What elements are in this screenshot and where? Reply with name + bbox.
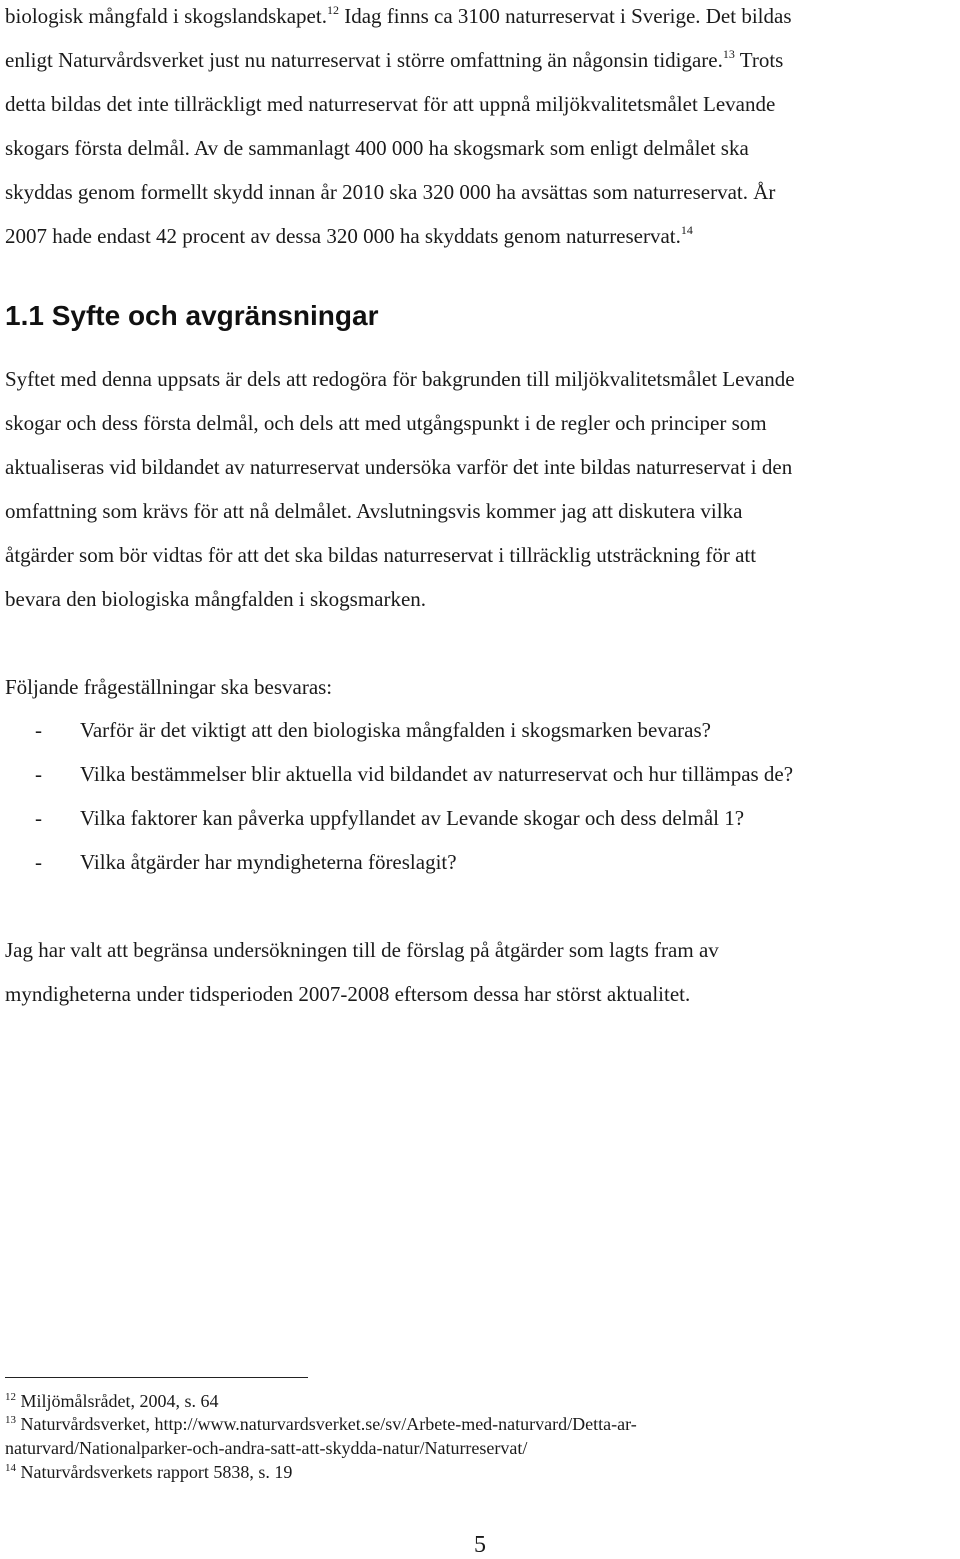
page-number: 5 [474,1532,486,1558]
text-line: detta bildas det inte tillräckligt med naturreservat för att uppnå miljökvalitetsmålet Levande [5,92,776,116]
list-bullet: - [35,762,42,786]
footnote-13: $^{13}$ Naturvårdsverket, http://www.naturvardsverket.se/sv/Arbete-med-naturvard/Detta-ar- [5,1414,637,1434]
text-line: bevara den biologiska mångfalden i skogsmarken. [5,587,427,611]
document-page: biologisk mångfald i skogslandskapet.$^{12}$ Idag finns ca 3100 naturreservat i Sverige. Det bildas enligt Naturvårdsverket just nu naturreservat i större omfattning än någonsin tidigare.$^{13}$ Trots detta bildas det inte tillräckligt med naturreservat för att uppnå miljökvalitetsmålet Levande skogars första delmål. Av de sammanlagt 400 000 ha skogsmark som enligt delmålet ska skyddas genom formellt skydd innan år 2010 ska 320 000 ha avsättas som naturreservat. År 2007 hade endast 42 procent av dessa 320 000 ha skyddats genom naturreservat.$^{14}$ 1.1 Syfte och avgränsningar Syftet med denna uppsats är dels att redogöra för bakgrunden till miljökvalitetsmålet Levande skogar och dess första delmål, och dels att med utgångspunkt i de regler och principer som aktualiseras vid bildandet av naturreservat undersöka varför det inte bildas naturreservat i den omfattning som krävs för att nå delmålet. Avslutningsvis kommer jag att diskutera vilka åtgärder som bör vidtas för att det ska bildas naturreservat i tillräcklig utsträckning för att bevara den biologiska mångfalden i skogsmarken. Följande frågeställningar ska besvaras: - Varför är det viktigt att den biologiska mångfalden i skogsmarken bevaras? - Vilka bestämmelser blir aktuella vid bildandet av naturreservat och hur tillämpas de? - Vilka faktorer kan påverka uppfyllandet av Levande skogar och dess delmål 1? - Vilka åtgärder har myndigheterna föreslagit? Jag har valt att begränsa undersökningen till de förslag på åtgärder som lagts fram av myndigheterna under tidsperioden 2007-2008 eftersom dessa har störst aktualitet. $^{12}$ Miljömålsrådet, 2004, s. 64 $^{13}$ Naturvårdsverket, http://www.naturvardsverket.se/sv/Arbete-med-naturvard/Detta-ar- naturvard/Nationalparker-och-andra-satt-att-skydda-natur/Naturreservat/ $^{14}$ Naturvårdsverkets rapport 5838, s. 19 5 [0,0,960,1558]
footnote-divider [5,1377,308,1378]
section-heading: 1.1 Syfte och avgränsningar [5,300,379,331]
footnote-ref-13[interactable]: 13 [722,47,735,61]
footnote-12: $^{12}$ Miljömålsrådet, 2004, s. 64 [5,1391,219,1411]
text-line: 2007 hade endast 42 procent av dessa 320 000 ha skyddats genom naturreservat.$^{14}$ [5,223,693,248]
text-line: skogar och dess första delmål, och dels att med utgångspunkt i de regler och principer som [5,411,767,435]
footnote-13-continued[interactable]: naturvard/Nationalparker-och-andra-satt-att-skydda-natur/Naturreservat/ [5,1438,528,1458]
text-line: aktualiseras vid bildandet av naturreservat undersöka varför det inte bildas naturreservat i den [5,455,793,479]
list-bullet: - [35,850,42,874]
text-line: Följande frågeställningar ska besvaras: [5,675,333,699]
text-line: biologisk mångfald i skogslandskapet.$^{12}$ Idag finns ca 3100 naturreservat i Sverige. Det bildas [5,3,792,28]
text-line: omfattning som krävs för att nå delmålet. Avslutningsvis kommer jag att diskutera vilka [5,499,743,523]
footnote-ref-14[interactable]: 14 [680,223,693,237]
text-line: Syftet med denna uppsats är dels att redogöra för bakgrunden till miljökvalitetsmålet Levande [5,367,795,391]
text-line: Jag har valt att begränsa undersökningen till de förslag på åtgärder som lagts fram av [5,938,719,962]
footnote-ref-12[interactable]: 12 [326,3,339,17]
text-line: myndigheterna under tidsperioden 2007-2008 eftersom dessa har störst aktualitet. [5,982,691,1006]
text-line: skogars första delmål. Av de sammanlagt 400 000 ha skogsmark som enligt delmålet ska [5,136,749,160]
footnote-14: $^{14}$ Naturvårdsverkets rapport 5838, s. 19 [5,1462,293,1482]
text-line: åtgärder som bör vidtas för att det ska bildas naturreservat i tillräcklig utsträckning för att [5,543,757,567]
list-bullet: - [35,806,42,830]
footnote-13-link[interactable]: Naturvårdsverket, http://www.naturvardsverket.se/sv/Arbete-med-naturvard/Detta-ar- [16,1414,637,1434]
text-line: enligt Naturvårdsverket just nu naturreservat i större omfattning än någonsin tidigare.$^{13}$ Trots [5,47,784,72]
text-line: skyddas genom formellt skydd innan år 2010 ska 320 000 ha avsättas som naturreservat. År [5,180,776,204]
list-bullet: - [35,718,42,742]
